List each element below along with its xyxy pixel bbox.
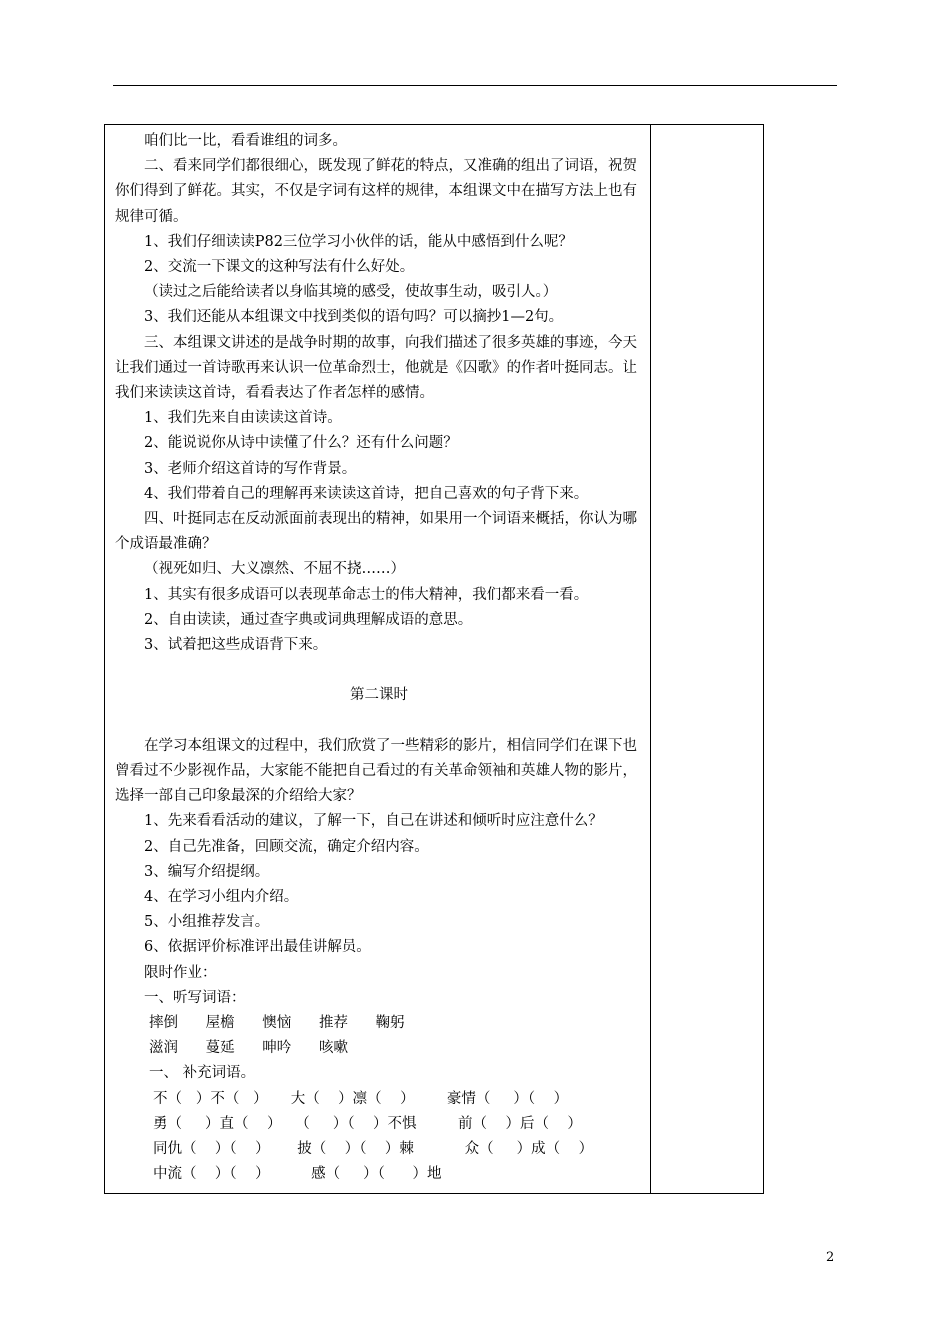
paragraph: 3、我们还能从本组课文中找到类似的语句吗？可以摘抄1—2句。	[144, 309, 564, 326]
paragraph: （视死如归、大义凛然、不屈不挠……）	[144, 561, 405, 578]
paragraph: 咱们比一比，看看谁组的词多。	[144, 133, 347, 149]
supplement-title: 一、 补充词语。	[149, 1065, 256, 1082]
paragraph: 1、先来看看活动的建议，了解一下，自己在讲述和倾听时应注意什么？	[144, 813, 603, 830]
lesson-table	[104, 124, 764, 1194]
lesson-content	[115, 129, 643, 1188]
paragraph: 4、我们带着自己的理解再来读读这首诗，把自己喜欢的句子背下来。	[144, 485, 589, 502]
paragraph: 3、老师介绍这首诗的写作背景。	[144, 460, 357, 477]
paragraph: 一、听写词语：	[144, 989, 246, 1006]
paragraph: 3、试着把这些成语背下来。	[144, 637, 328, 654]
dictation-row: 滋润 蔓延 呻吟 咳嗽	[149, 1040, 348, 1057]
paragraph: 四、叶挺同志在反动派面前表现出的精神，如果用一个词语来概括，你认为哪个成语最准确？	[115, 511, 637, 553]
paragraph: 2、自己先准备，回顾交流，确定介绍内容。	[144, 838, 429, 855]
paragraph: 6、依据评价标准评出最佳讲解员。	[144, 939, 371, 956]
paragraph: 1、其实有很多成语可以表现革命志士的伟大精神，我们都来看一看。	[144, 586, 589, 603]
table-column-divider	[650, 125, 651, 1193]
paragraph: 1、我们先来自由读读这首诗。	[144, 410, 342, 427]
paragraph: 3、编写介绍提纲。	[144, 863, 270, 880]
dictation-row: 摔倒 屋檐 懊恼 推荐 鞠躬	[149, 1015, 405, 1032]
supplement-row: 勇（ ）直（ ） （ ）（ ）不惧 前（ ）后（ ）	[153, 1115, 582, 1132]
paragraph: （读过之后能给读者以身临其境的感受，使故事生动，吸引人。）	[144, 284, 558, 301]
supplement-row: 同仇（ ）（ ） 披（ ）（ ）棘 众（ ）成（ ）	[153, 1141, 594, 1158]
paragraph: 二、看来同学们都很细心，既发现了鲜花的特点，又准确的组出了词语，祝贺你们得到了鲜花。其实，不仅是字词有这样的规律，本组课文中在描写方法上也有规律可循。	[115, 158, 637, 225]
paragraph: 5、小组推荐发言。	[144, 914, 270, 931]
paragraph: 2、自由读读，通过查字典或词典理解成语的意思。	[144, 611, 473, 628]
paragraph: 三、本组课文讲述的是战争时期的故事，向我们描述了很多英雄的事迹，今天让我们通过一首诗歌再来认识一位革命烈士，他就是《囚歌》的作者叶挺同志。让我们来读读这首诗，看看表达了作者怎样的感情。	[115, 334, 637, 402]
paragraph: 2、能说说你从诗中读懂了什么？还有什么问题？	[144, 435, 458, 452]
section-title: 第二课时	[350, 687, 408, 704]
header-rule	[113, 85, 837, 86]
paragraph: 4、在学习小组内介绍。	[144, 889, 299, 906]
paragraph: 2、交流一下课文的这种写法有什么好处。	[144, 259, 415, 276]
paragraph: 在学习本组课文的过程中，我们欣赏了一些精彩的影片，相信同学们在课下也曾看过不少影视作品，大家能不能把自己看过的有关革命领袖和英雄人物的影片，选择一部自己印象最深的介绍给大家？	[115, 737, 637, 805]
paragraph: 1、我们仔细读读P82三位学习小伙伴的话，能从中感悟到什么呢？	[144, 233, 573, 250]
supplement-row: 中流（ ）（ ） 感（ ）（ ）地	[153, 1166, 442, 1183]
page-number: 2	[826, 1250, 835, 1265]
paragraph: 限时作业：	[144, 964, 217, 981]
supplement-row: 不（ ）不（ ） 大（ ）凛（ ） 豪情（ ）（ ）	[153, 1090, 569, 1107]
